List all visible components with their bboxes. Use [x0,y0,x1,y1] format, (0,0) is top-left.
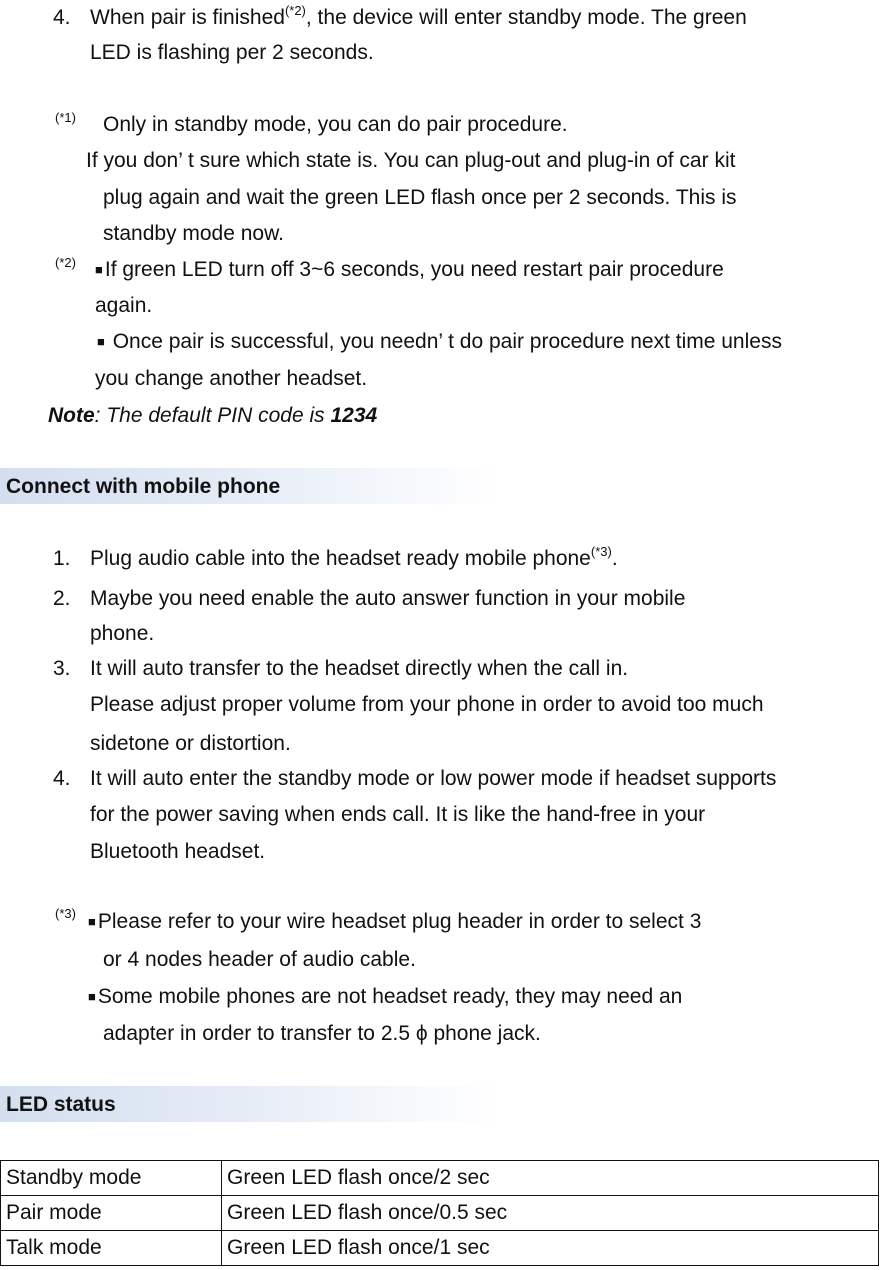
mode-cell: Pair mode [1,1196,222,1231]
table-row [1,1231,879,1266]
note-label: Note [48,404,95,427]
mode-cell: Standby mode [1,1161,222,1196]
pin-code: 1234 [330,404,378,427]
footnote-1-line-4: standby mode now. [103,222,284,245]
connect-step-3-line-2: Please adjust proper volume from your phone in order to avoid too much [90,693,764,716]
led-section-header [0,1086,500,1122]
footnote-3-text-3: Some mobile phones are not headset ready, they may need an [97,985,683,1008]
step-4-footnote-ref: (*2) [284,3,306,18]
footnote-2-line-3 [97,329,782,357]
footnote-2-line-4: you change another headset. [95,367,368,390]
footnote-3-mark: (*3) [55,906,76,921]
footnote-2-line-1 [95,257,724,285]
connect-section-title: Connect with mobile phone [6,475,281,498]
step-4-text-b: , the device will enter standby mode. The green [305,6,747,29]
connect-step-3-number: 3. [53,657,71,680]
connect-step-2-number: 2. [53,587,71,610]
connect-step-1-footnote-ref: (*3) [590,544,612,559]
connect-step-4-line-2: for the power saving when ends call. It is like the hand-free in your [90,803,706,826]
step-4-line-1 [90,5,747,31]
footnote-3-line-1 [88,909,701,937]
table-row [1,1196,879,1231]
footnote-2-text-1: If green LED turn off 3~6 seconds, you need restart pair procedure [104,258,724,281]
footnote-2-mark: (*2) [55,255,76,270]
footnote-1-mark: (*1) [55,110,76,125]
bullet-icon: ■ [95,262,103,277]
footnote-3-line-3 [88,984,682,1012]
bullet-icon: ■ [88,914,96,929]
connect-step-1 [90,546,618,572]
led-section-title: LED status [6,1093,116,1116]
footnote-3-text-1: Please refer to your wire headset plug header in order to select 3 [97,910,702,933]
connect-step-1-end: . [611,547,618,570]
footnote-1-line-3: plug again and wait the green LED flash once per 2 seconds. This is [103,186,737,209]
step-4-number: 4. [53,6,71,29]
note-text: : The default PIN code is [94,404,331,427]
footnote-2-text-3: Once pair is successful, you needn’ t do pair procedure next time unless [112,330,782,353]
connect-step-2-line-1: Maybe you need enable the auto answer function in your mobile [90,587,686,610]
bullet-icon: ■ [97,334,105,349]
connect-step-1-text: Plug audio cable into the headset ready mobile phone [90,547,591,570]
footnote-3-line-4: adapter in order to transfer to 2.5 ϕ phone jack. [103,1022,541,1045]
footnote-1-line-2: If you don’ t sure which state is. You can plug-out and plug-in of car kit [86,149,736,172]
pin-note [48,403,377,429]
led-status-table [0,1160,879,1266]
connect-step-4-number: 4. [53,767,71,790]
connect-step-2-line-2: phone. [90,622,155,645]
step-4-line-2: LED is flashing per 2 seconds. [90,41,374,64]
status-cell: Green LED flash once/0.5 sec [222,1196,879,1231]
bullet-icon: ■ [88,989,96,1004]
footnote-3-line-2: or 4 nodes header of audio cable. [103,948,416,971]
footnote-2-line-2: again. [95,294,153,317]
connect-step-4-line-3: Bluetooth headset. [90,840,266,863]
connect-step-4-line-1: It will auto enter the standby mode or low power mode if headset supports [90,767,777,790]
connect-section-header [0,468,500,504]
step-4-text-a: When pair is finished [90,6,285,29]
connect-step-1-number: 1. [53,547,71,570]
connect-step-3-line-1: It will auto transfer to the headset directly when the call in. [90,657,629,680]
footnote-1-line-1: Only in standby mode, you can do pair procedure. [103,113,568,136]
status-cell: Green LED flash once/1 sec [222,1231,879,1266]
mode-cell: Talk mode [1,1231,222,1266]
connect-step-3-line-3: sidetone or distortion. [90,732,291,755]
status-cell: Green LED flash once/2 sec [222,1161,879,1196]
table-row [1,1161,879,1196]
